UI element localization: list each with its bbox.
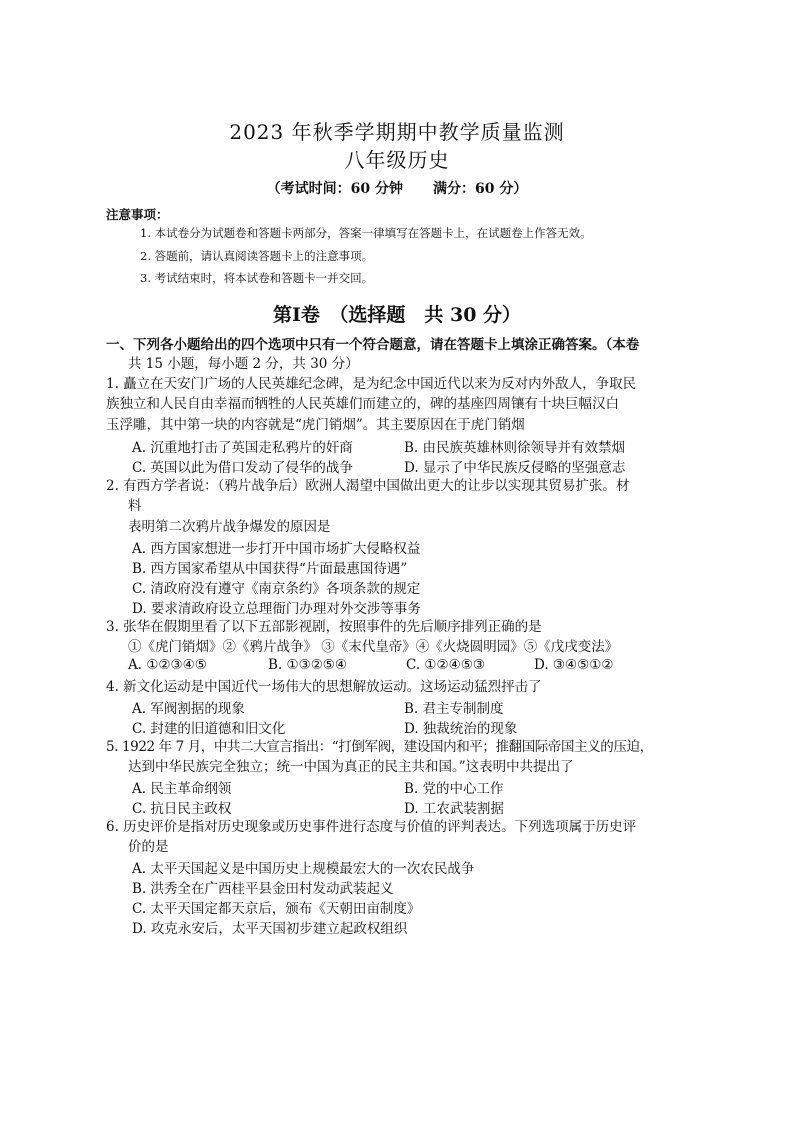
- question-stem: 达到中华民族完全独立；统一中国为真正的民主共和国。”这表明中共提出了: [128, 759, 574, 776]
- exam-score: 满分：60 分）: [433, 181, 528, 197]
- question-stem: 玉浮雕，其中第一块的内容就是“虎门销烟”。其主要原因在于虎门销烟: [106, 416, 525, 433]
- option-d: D. 独裁统治的现象: [404, 721, 518, 737]
- option-a: A. 沉重地打击了英国走私鸦片的奸商: [132, 440, 353, 456]
- question-stem: 族独立和人民自由幸福而牺牲的人民英雄们而建立的，碑的基座四周镶有十块巨幅汉白: [106, 396, 619, 413]
- question-1: [106, 374, 696, 435]
- question-stem: 2. 有西方学者说：（鸦片战争后）欧洲人渴望中国做出更大的让步以实现其贸易扩张。材: [106, 478, 630, 494]
- option-c: C. 封建的旧道德和旧文化: [132, 721, 286, 737]
- option-d: D. ③④⑤①②: [534, 657, 614, 673]
- option-a: A. 西方国家想进一步打开中国市场扩大侵略权益: [132, 541, 421, 557]
- question-stem: 3. 张华在假期里看了以下五部影视剧，按照事件的先后顺序排列正确的是: [106, 619, 542, 635]
- section-instructions: [106, 336, 690, 374]
- option-b: B. 洪秀全在广西桂平县金田村发动武装起义: [132, 881, 394, 897]
- question-3: [106, 617, 696, 658]
- option-b: B. ①③②⑤④: [268, 657, 348, 673]
- option-a: A. 军阀割据的现象: [132, 701, 245, 717]
- option-b: B. 党的中心工作: [404, 781, 504, 797]
- question-stem: 6. 历史评价是指对历史现象或历史事件进行态度与价值的评判表达。下列选项属于历史评: [106, 819, 637, 835]
- question-stem: 1. 矗立在天安门广场的人民英雄纪念碑，是为纪念中国近代以来为反对内外敌人，争取民: [106, 376, 637, 392]
- option-a: A. 民主革命纲领: [132, 781, 232, 797]
- notice-item: 2. 答题前，请认真阅读答题卡上的注意事项。: [140, 249, 374, 263]
- section-title: 第Ⅰ卷 （选择题 共 30 分）: [272, 304, 522, 326]
- option-c: C. ①②④⑤③: [406, 657, 485, 673]
- question-stem: 4. 新文化运动是中国近代一场伟大的思想解放运动。这场运动猛烈抨击了: [106, 679, 542, 695]
- question-stem: ①《虎门销烟》②《鸦片战争》 ③《末代皇帝》④《火烧圆明园》⑤《戊戌变法》: [128, 639, 619, 656]
- option-a: A. 太平天国起义是中国历史上规模最宏大的一次农民战争: [132, 861, 475, 877]
- option-a: A. ①②③④⑤: [128, 657, 207, 673]
- question-stem: 5. 1922 年 7 月，中共二大宣言指出：“打倒军阀，建设国内和平；推翻国际帝国主义的压迫，: [106, 739, 653, 755]
- question-2: [106, 476, 696, 537]
- notice-item: 1. 本试卷分为试题卷和答题卡两部分，答案一律填写在答题卡上，在试题卷上作答无效。: [140, 226, 592, 240]
- question-6: [106, 817, 696, 858]
- option-b: B. 君主专制制度: [404, 701, 504, 717]
- option-b: B. 西方国家希望从中国获得“片面最惠国待遇”: [132, 561, 408, 577]
- option-c: C. 英国以此为借口发动了侵华的战争: [132, 460, 353, 476]
- question-stem: 表明第二次鸦片战争爆发的原因是: [128, 518, 331, 535]
- instruction-line: 共 15 小题，每小题 2 分，共 30 分）: [128, 356, 359, 372]
- notice-title: 注意事项：: [106, 207, 169, 222]
- exam-title: 2023 年秋季学期期中教学质量监测: [229, 120, 565, 144]
- question-5: [106, 737, 696, 778]
- question-stem: 料: [128, 498, 142, 515]
- option-d: D. 要求清政府设立总理衙门办理对外交涉等事务: [132, 601, 421, 617]
- exam-meta: [0, 178, 794, 198]
- exam-subtitle: 八年级历史: [344, 148, 450, 172]
- option-d: D. 攻克永安后，太平天国初步建立起政权组织: [132, 921, 408, 937]
- question-4: [106, 677, 696, 697]
- exam-time: （考试时间：60 分钟: [266, 181, 403, 197]
- option-d: D. 显示了中华民族反侵略的坚强意志: [404, 460, 626, 476]
- notice-item: 3. 考试结束时，将本试卷和答题卡一并交回。: [140, 271, 374, 285]
- option-c: C. 清政府没有遵守《南京条约》各项条款的规定: [132, 581, 421, 597]
- instruction-line: 一、下列各小题给出的四个选项中只有一个符合题意，请在答题卡上填涂正确答案。（本卷: [106, 337, 640, 353]
- option-c: C. 太平天国定都天京后，颁布《天朝田亩制度》: [132, 901, 421, 917]
- option-c: C. 抗日民主政权: [132, 801, 232, 817]
- option-b: B. 由民族英雄林则徐领导并有效禁烟: [404, 440, 626, 456]
- option-d: D. 工农武装割据: [404, 801, 504, 817]
- question-stem: 价的是: [128, 839, 169, 856]
